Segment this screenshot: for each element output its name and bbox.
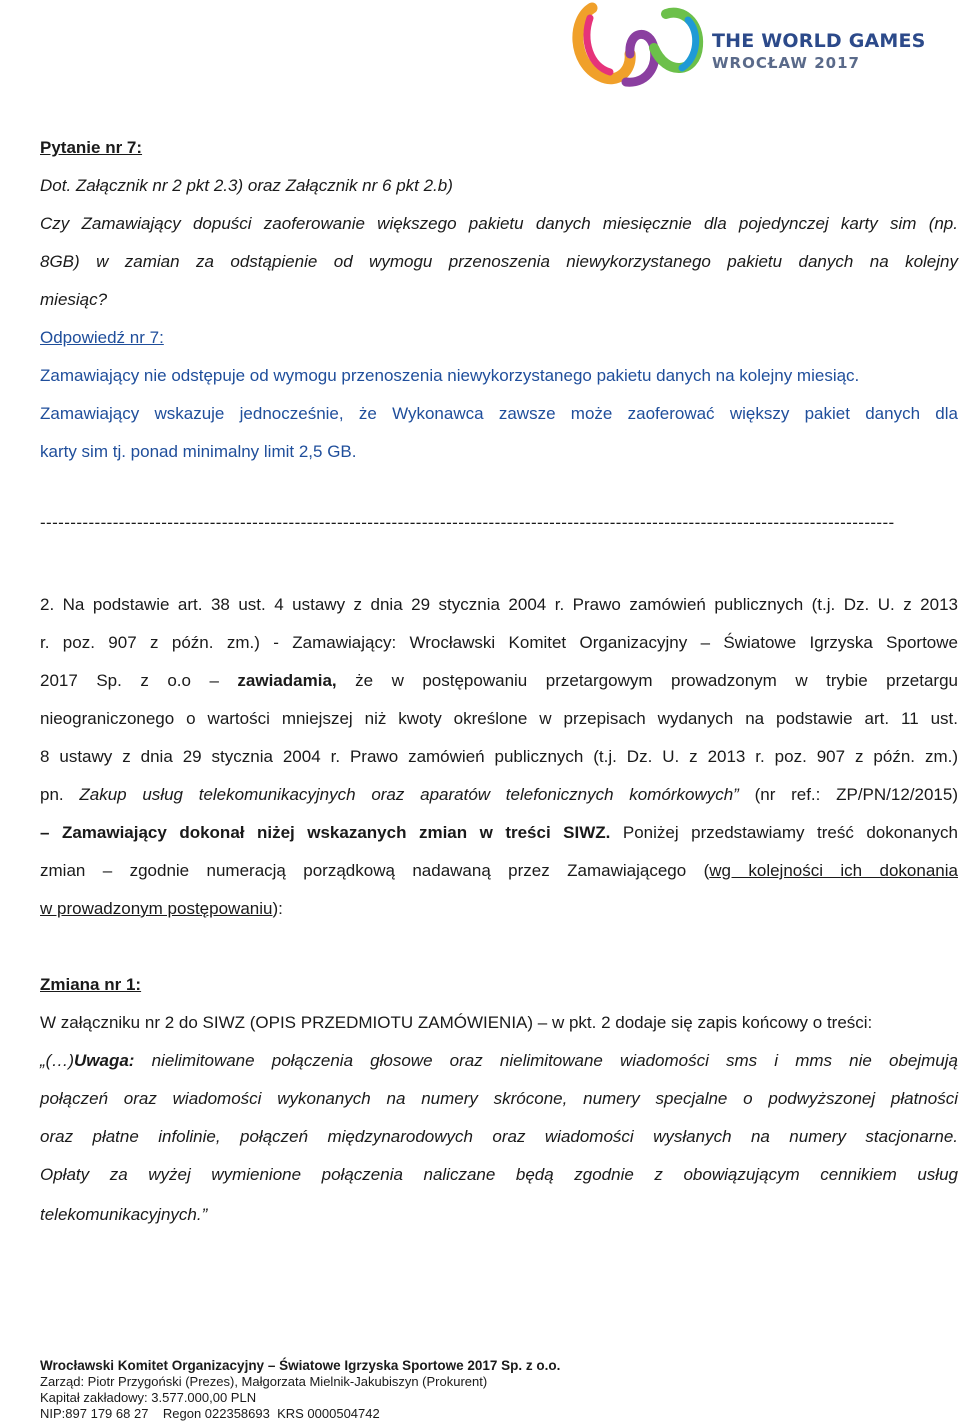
footer-company: Wrocławski Komitet Organizacyjny – Światowe Igrzyska Sportowe 2017 Sp. z o.o. (40, 1358, 561, 1373)
section2-line (40, 823, 958, 843)
question-heading: Pytanie nr 7: (40, 138, 143, 157)
change1-text-3: połączeń oraz wiadomości wykonanych na numery skrócone, numery specjalne o podwyższonej płatności (40, 1089, 958, 1108)
section2-line (40, 633, 958, 653)
change1-text-4: oraz płatne infolinie, połączeń międzynarodowych oraz wiadomości wysłanych na numery stacjonarne. (40, 1127, 958, 1146)
change1-line (40, 1165, 958, 1185)
change1-text-5: Opłaty za wyżej wymienione połączenia naliczane będą zgodnie z obowiązującym cennikiem usług (40, 1165, 958, 1184)
section2-line (40, 785, 958, 805)
section2-text-9b: ): (272, 899, 283, 918)
question-text-line (40, 214, 958, 234)
world-games-emblem-icon (570, 0, 710, 92)
section2-line (40, 747, 958, 767)
section2-text-8b: wg kolejności ich dokonania (709, 861, 958, 880)
question-text-line (40, 252, 958, 272)
logo-line-2: WROCŁAW 2017 (712, 54, 860, 72)
section2-text-4: nieograniczonego o wartości mniejszej niż kwoty określone w przepisach wydanych na podstawie art. 11 ust. (40, 709, 958, 728)
section2-text-6 (40, 785, 958, 805)
section2-line (40, 671, 958, 691)
tender-title: Zakup usług telekomunikacyjnych oraz aparatów telefonicznych komórkowych” (79, 785, 739, 804)
changes-statement: – Zamawiający dokonał niżej wskazanych zmian w treści SIWZ. (40, 823, 611, 842)
section2-text-1: 2. Na podstawie art. 38 ust. 4 ustawy z dnia 29 stycznia 2004 r. Prawo zamówień publicznych (t.j. Dz. U. z 2013 (40, 595, 958, 614)
answer-text-2: Zamawiający wskazuje jednocześnie, że Wykonawca zawsze może zaoferować większy pakiet danych dla (40, 404, 958, 423)
logo-line-1: THE WORLD GAMES (712, 30, 926, 52)
answer-text-line (40, 404, 958, 424)
question-text-1: Czy Zamawiający dopuści zaoferowanie większego pakietu danych miesięcznie dla pojedynczej karty sim (np. (40, 214, 958, 233)
section2-line (40, 861, 958, 881)
quote-open: „(…) (40, 1051, 74, 1070)
section2-text-5: 8 ustawy z dnia 29 stycznia 2004 r. Prawo zamówień publicznych (t.j. Dz. U. z 2013 r. poz. 907 z późn. zm.) (40, 747, 958, 766)
separator-line: --------------------------------------------------------------------------------------------------------------------------------------------- (40, 513, 895, 532)
change1-line (40, 1127, 958, 1147)
tender-reference: (nr ref.: ZP/PN/12/2015) (738, 785, 959, 804)
change1-line (40, 1051, 958, 1071)
answer-text-3: karty sim tj. ponad minimalny limit 2,5 GB. (40, 442, 357, 461)
question-reference: Dot. Załącznik nr 2 pkt 2.3) oraz Załącznik nr 6 pkt 2.b) (40, 176, 453, 195)
footer-ids: NIP:897 179 68 27 Regon 022358693 KRS 0000504742 (40, 1406, 380, 1421)
section2-text-8a: zmian – zgodnie numeracją porządkową nadawaną przez Zamawiającego ( (40, 861, 710, 880)
change1-text-2 (40, 1051, 958, 1071)
section2-text-7 (40, 823, 958, 843)
section2-text-7b: Poniżej przedstawiamy treść dokonanych (610, 823, 959, 842)
change1-text-6: telekomunikacyjnych.” (40, 1205, 208, 1224)
change1-text-1: W załączniku nr 2 do SIWZ (OPIS PRZEDMIOTU ZAMÓWIENIA) – w pkt. 2 dodaje się zapis końcowy o treści: (40, 1013, 873, 1032)
question-text-3: miesiąc? (40, 290, 108, 309)
section2-text-3c: że w postępowaniu przetargowym prowadzonym w trybie przetargu (336, 671, 958, 690)
section2-line (40, 595, 958, 615)
note-label: Uwaga: (73, 1051, 135, 1070)
section2-line (40, 899, 958, 919)
answer-text-1: Zamawiający nie odstępuje od wymogu przenoszenia niewykorzystanego pakietu danych na kolejny miesiąc. (40, 366, 860, 385)
change1-heading: Zmiana nr 1: (40, 975, 142, 994)
section2-line (40, 709, 958, 729)
notify-word: zawiadamia, (237, 671, 337, 690)
section2-text-3a: 2017 Sp. z o.o – (40, 671, 238, 690)
footer-capital: Kapitał zakładowy: 3.577.000,00 PLN (40, 1390, 257, 1405)
section2-text-2: r. poz. 907 z późn. zm.) - Zamawiający: Wrocławski Komitet Organizacyjny – Światowe Igrzyska Sportowe (40, 633, 958, 652)
answer-heading: Odpowiedź nr 7: (40, 328, 164, 347)
section2-text-3 (40, 671, 958, 691)
change1-line (40, 1089, 958, 1109)
page-footer (40, 1358, 560, 1422)
change1-text-2c: nielimitowane połączenia głosowe oraz nielimitowane wiadomości sms i mms nie obejmują (134, 1051, 958, 1070)
section2-text-9a: w prowadzonym postępowaniu (40, 899, 273, 918)
footer-board: Zarząd: Piotr Przygoński (Prezes), Małgorzata Mielnik-Jakubiszyn (Prokurent) (40, 1374, 488, 1389)
logo-wordmark (712, 32, 926, 71)
section2-text-6a: pn. (40, 785, 80, 804)
question-text-2: 8GB) w zamian za odstąpienie od wymogu przenoszenia niewykorzystanego pakietu danych na kolejny (40, 252, 958, 271)
section2-text-8 (40, 861, 958, 881)
